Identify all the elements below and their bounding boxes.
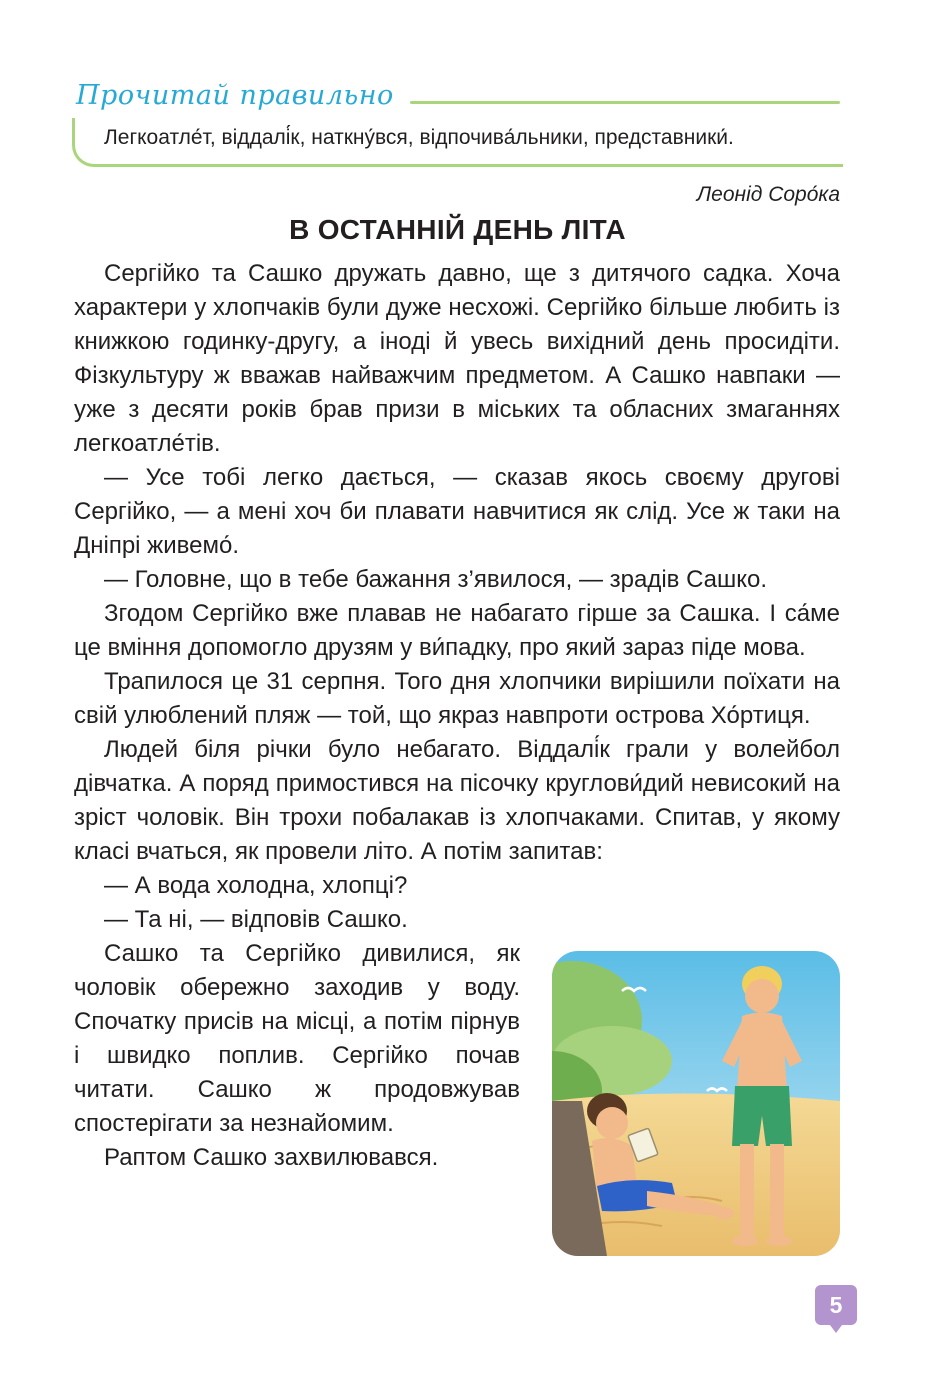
paragraph: Раптом Сашко захвилювався. xyxy=(104,1144,439,1171)
paragraph: Згодом Сергійко вже плавав не набагато гірше за Сашка. І са́ме це вміння допомогло друзям у ви́падку, про який зараз піде мова. xyxy=(74,600,840,661)
paragraph: Людей біля річки було небагато. Віддалі́к грали у волейбол дівчатка. А поряд примостився на пісочку круглови́дий невисокий на зріст чоловік. Він трохи побалакав із хлопчаками. Спитав, у якому класі вчаться, як провели літо. А потім запитав: xyxy=(74,736,840,865)
paragraph: Сашко та Сергійко дивилися, як чоловік обережно заходив у воду. Спочатку присів на місці, а потім пірнув і швидко поплив. Сергійко почав читати. Сашко ж продовжував спостерігати за незнайомим. xyxy=(74,940,520,1137)
beach-boys-illustration xyxy=(552,951,840,1256)
heading-divider xyxy=(410,101,840,104)
paragraph: — Усе тобі легко дається, — сказав якось своєму другові Сергійко, — а мені хоч би плавати навчитися як слід. Усе ж таки на Дніпрі живемо́. xyxy=(74,464,840,559)
read-correctly-heading: Прочитай правильно xyxy=(76,80,394,111)
paragraph: — Головне, що в тебе бажання з’явилося, — зрадів Сашко. xyxy=(104,566,768,593)
page-number: 5 xyxy=(815,1285,857,1325)
story-title: В ОСТАННІЙ ДЕНЬ ЛІТА xyxy=(289,214,626,245)
paragraph: — А вода холодна, хлопці? xyxy=(104,872,408,899)
paragraph: Трапилося це 31 серпня. Того дня хлопчики вирішили поїхати на свій улюблений пляж — той, що якраз навпроти острова Хо́ртиця. xyxy=(74,668,840,729)
stressed-words-list: Легкоатле́т, віддалі́к, наткну́вся, відпочива́льники, представники́. xyxy=(104,126,734,149)
paragraph: Сергійко та Сашко дружать давно, ще з дитячого садка. Хоча характери у хлопчаків були дуже несхожі. Сергійко більше любить із книжкою годинку-другу, а іноді й увесь вихідний день просидіти. Фізкультуру ж вважав найважчим предметом. А Сашко навпаки — уже з десяти років брав призи в міських та обласних змаганнях легкоатле́тів. xyxy=(74,260,840,457)
author-name: Леонід Соро́ка xyxy=(696,183,840,206)
paragraph: — Та ні, — відповів Сашко. xyxy=(104,906,408,933)
